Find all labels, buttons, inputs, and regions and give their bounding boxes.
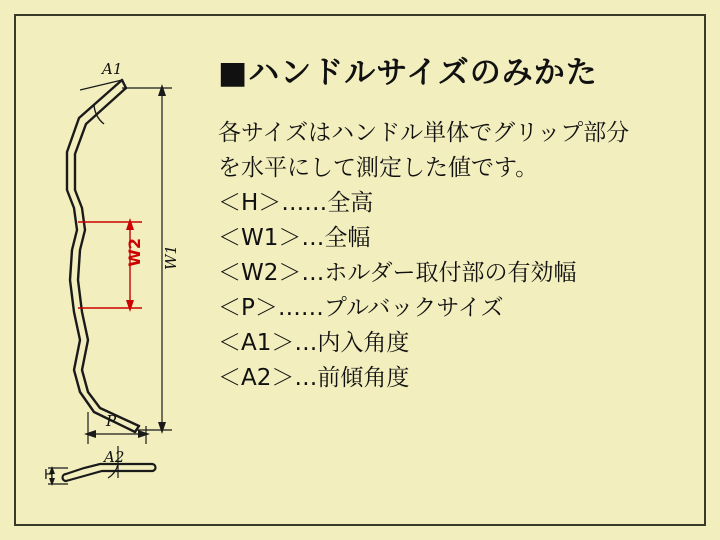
description-line: ＜A1＞…内入角度 <box>218 329 410 356</box>
a1-angle-arc <box>94 104 104 124</box>
label-a1: A1 <box>102 60 123 78</box>
label-w1: W1 <box>162 245 180 270</box>
text-panel <box>218 56 688 396</box>
page-title: ■ハンドルサイズのみかた <box>218 55 598 91</box>
label-h: H <box>44 468 54 483</box>
description-line: ＜H＞……全高 <box>218 190 374 216</box>
handlebar-drawing-svg <box>22 40 222 500</box>
description-line: 各サイズはハンドル単体でグリップ部分 <box>218 120 630 147</box>
label-w2: W2 <box>125 238 144 267</box>
label-a2: A2 <box>104 448 125 466</box>
handlebar-diagram <box>22 40 222 500</box>
description-line: ＜W1＞…全幅 <box>218 224 371 251</box>
handlebar-side-profile <box>63 464 156 481</box>
description-list <box>218 116 688 396</box>
description-line: ＜P＞……プルバックサイズ <box>218 294 504 321</box>
description-line: を水平にして測定した値です。 <box>218 155 539 182</box>
description-line: ＜W2＞…ホルダー取付部の有効幅 <box>218 259 577 286</box>
label-p: P <box>106 412 117 430</box>
description-line: ＜A2＞…前傾角度 <box>218 364 410 391</box>
